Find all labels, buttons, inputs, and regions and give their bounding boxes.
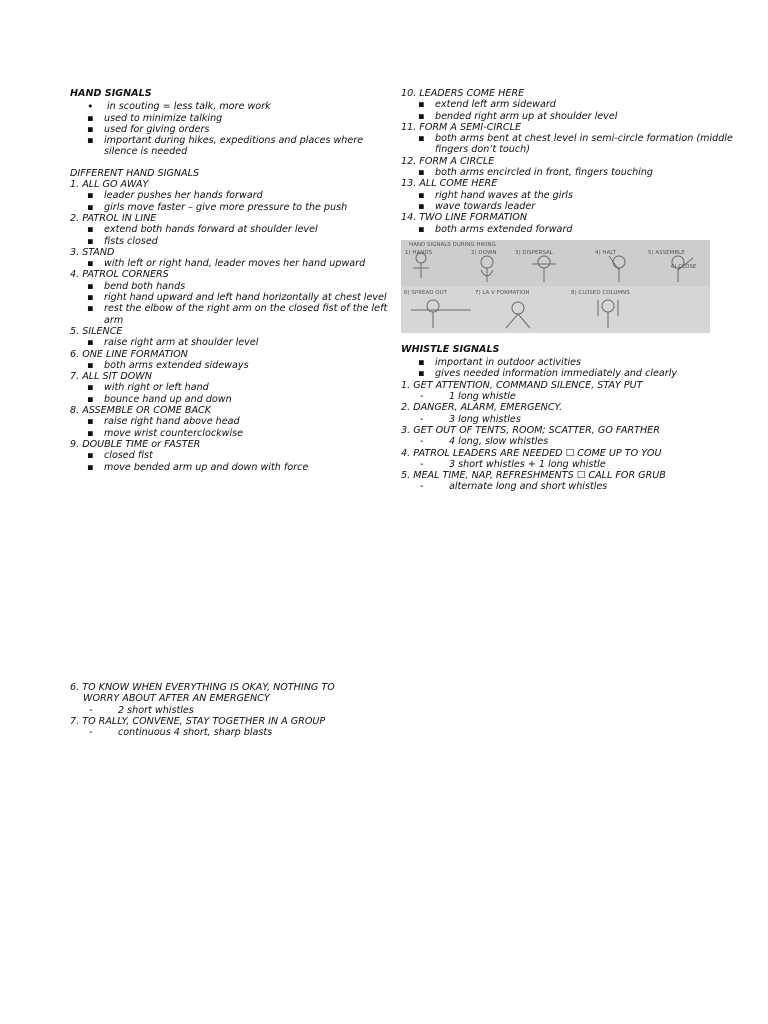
bullet-icon: ▪	[418, 200, 425, 212]
svg-text:6) SPREAD OUT: 6) SPREAD OUT	[404, 289, 447, 296]
bullet-icon: ▪	[418, 368, 425, 380]
signal-heading: 8. ASSEMBLE OR COME BACK	[70, 405, 212, 417]
list-item: ▪ move bended arm up and down with force	[87, 461, 309, 473]
bullet-icon: ▪	[418, 99, 425, 111]
svg-text:5) ASSEMBLE: 5) ASSEMBLE	[648, 249, 685, 256]
bullet-icon: ▪	[87, 112, 94, 124]
list-item: ▪ with left or right hand, leader moves her hand upward	[87, 258, 366, 270]
list-item: ▪ right hand upward and left hand horizontally at chest level	[87, 292, 387, 304]
whistle-signal-list-continued	[70, 682, 370, 738]
bullet-icon: ▪	[87, 337, 94, 349]
signal-heading: 9. DOUBLE TIME or FASTER	[70, 438, 201, 450]
list-item: ▪ both arms extended forward	[418, 223, 573, 235]
dash-icon: -	[420, 413, 424, 425]
bullet-icon: ▪	[418, 357, 425, 369]
bullet-icon: ▪	[87, 382, 94, 394]
bullet-icon: ▪	[418, 167, 425, 179]
dash-icon: -	[420, 458, 424, 470]
signal-heading: 13. ALL COME HERE	[401, 178, 498, 190]
signal-heading: 12. FORM A CIRCLE	[401, 155, 495, 167]
list-item: ▪ extend left arm sideward	[418, 99, 556, 111]
list-item: ▪ used for giving orders	[87, 123, 210, 135]
svg-text:3) DISPERSAL: 3) DISPERSAL	[515, 249, 553, 256]
bullet-icon: ▪	[418, 223, 425, 235]
svg-text:1) HANDS: 1) HANDS	[405, 249, 433, 256]
signal-heading: 7. TO RALLY, CONVENE, STAY TOGETHER IN A GROUP	[70, 715, 326, 727]
list-item: - alternate long and short whistles	[420, 481, 608, 493]
list-item: - 4 long, slow whistles	[420, 436, 549, 448]
svg-text:2) DOWN: 2) DOWN	[471, 249, 497, 256]
list-item: ▪ bounce hand up and down	[87, 393, 232, 405]
right-column	[401, 88, 733, 493]
signal-heading: 4. PATROL LEADERS ARE NEEDED ☐ COME UP TO YOU	[401, 447, 662, 459]
list-item: ▪ both arms extended sideways	[87, 359, 249, 371]
signal-heading: 3. STAND	[70, 246, 115, 258]
list-item: ▪ rest the elbow of the right arm on the closed fist of the left arm	[87, 303, 388, 326]
list-item: ▪ bended right arm up at shoulder level	[418, 110, 618, 122]
list-item: ▪ leader pushes her hands forward	[87, 190, 263, 202]
signal-heading: 4. PATROL CORNERS	[70, 269, 169, 281]
left-column	[70, 88, 388, 473]
list-item: ▪ wave towards leader	[418, 200, 536, 212]
list-item: ▪ important in outdoor activities	[418, 357, 582, 369]
hand-signal-list-left	[70, 179, 388, 473]
svg-text:6) CLOSE: 6) CLOSE	[671, 263, 697, 270]
dash-icon: -	[420, 391, 424, 403]
bullet-icon: ▪	[418, 110, 425, 122]
dash-icon: -	[420, 436, 424, 448]
list-item: • in scouting = less talk, more work	[87, 100, 271, 114]
bullet-icon: •	[87, 100, 94, 114]
signal-heading: 1. GET ATTENTION, COMMAND SILENCE, STAY PUT	[401, 379, 643, 391]
list-item: - 1 long whistle	[420, 391, 516, 403]
whistle-signals-title: WHISTLE SIGNALS	[401, 343, 500, 355]
list-item: ▪ raise right arm at shoulder level	[87, 337, 259, 349]
list-item: ▪ gives needed information immediately and clearly	[418, 368, 678, 380]
hand-signals-title: HAND SIGNALS	[70, 88, 152, 99]
signal-heading: 5. MEAL TIME, NAP, REFRESHMENTS ☐ CALL FOR GRUB	[401, 470, 666, 482]
bullet-icon: ▪	[87, 292, 94, 304]
svg-text:8) CLOSED COLUMNS: 8) CLOSED COLUMNS	[571, 289, 630, 296]
list-item: ▪ girls move faster – give more pressure to the push	[87, 201, 348, 213]
list-item: - 2 short whistles	[89, 704, 194, 716]
list-item: ▪ important during hikes, expeditions and places where silence is needed	[87, 135, 364, 158]
list-item: ▪ both arms encircled in front, fingers touching	[418, 167, 654, 179]
hand-signal-list-right	[401, 88, 733, 235]
signal-heading: 5. SILENCE	[70, 325, 123, 337]
bullet-icon: ▪	[418, 189, 425, 201]
list-item: ▪ extend both hands forward at shoulder level	[87, 224, 318, 236]
bullet-icon: ▪	[87, 135, 94, 147]
bullet-icon: ▪	[87, 258, 94, 270]
bullet-icon: ▪	[87, 393, 94, 405]
signal-heading: 10. LEADERS COME HERE	[401, 88, 525, 99]
signal-heading: 6. ONE LINE FORMATION	[70, 348, 188, 360]
bullet-icon: ▪	[87, 416, 94, 428]
dash-icon: -	[89, 727, 93, 739]
different-hand-signals-title: DIFFERENT HAND SIGNALS	[70, 167, 200, 179]
signal-heading: 6. TO KNOW WHEN EVERYTHING IS OKAY, NOTHING TO	[70, 682, 335, 693]
bullet-icon: ▪	[418, 133, 425, 145]
signal-heading-cont: WORRY ABOUT AFTER AN EMERGENCY	[83, 693, 270, 705]
signal-heading: 11. FORM A SEMI-CIRCLE	[401, 121, 522, 133]
signal-heading: 2. PATROL IN LINE	[70, 212, 157, 224]
list-item: ▪ bend both hands	[87, 280, 186, 292]
signal-heading: 14. TWO LINE FORMATION	[401, 212, 528, 224]
list-item: - 3 long whistles	[420, 413, 521, 425]
bottom-continuation	[70, 682, 370, 738]
bullet-icon: ▪	[87, 201, 94, 213]
bullet-icon: ▪	[87, 190, 94, 202]
bullet-icon: ▪	[87, 461, 94, 473]
bullet-icon: ▪	[87, 123, 94, 135]
bullet-icon: ▪	[87, 280, 94, 292]
bullet-icon: ▪	[87, 359, 94, 371]
bullet-icon: ▪	[87, 224, 94, 236]
list-item: ▪ raise right hand above head	[87, 416, 240, 428]
dash-icon: -	[420, 481, 424, 493]
list-item: - 3 short whistles + 1 long whistle	[420, 458, 606, 470]
list-item: ▪ with right or left hand	[87, 382, 209, 394]
whistle-signal-list	[401, 380, 721, 493]
list-item: ▪ used to minimize talking	[87, 112, 223, 124]
signal-heading: 3. GET OUT OF TENTS, ROOM; SCATTER, GO FARTHER	[401, 424, 660, 436]
dash-icon: -	[89, 704, 93, 716]
photo-caption: HAND SIGNALS DURING HIKING	[409, 241, 496, 248]
signal-heading: 7. ALL SIT DOWN	[70, 371, 152, 383]
list-item: ▪ both arms bent at chest level in semi-circle formation (middle fingers don’t touch)	[418, 133, 733, 156]
signal-heading: 1. ALL GO AWAY	[70, 179, 149, 191]
bullet-icon: ▪	[87, 235, 94, 247]
list-item: ▪ right hand waves at the girls	[418, 189, 573, 201]
svg-text:7) LA V FORMATION: 7) LA V FORMATION	[475, 289, 530, 296]
list-item: - continuous 4 short, sharp blasts	[89, 727, 273, 739]
bullet-icon: ▪	[87, 450, 94, 462]
hand-signals-photo	[401, 240, 710, 333]
svg-text:4) HALT: 4) HALT	[595, 249, 616, 256]
signal-heading: 2. DANGER, ALARM, EMERGENCY.	[401, 402, 563, 414]
list-item: ▪ closed fist	[87, 450, 153, 462]
bullet-icon: ▪	[87, 427, 94, 439]
bullet-icon: ▪	[87, 303, 94, 315]
list-item: ▪ fists closed	[87, 235, 158, 247]
list-item: ▪ move wrist counterclockwise	[87, 427, 244, 439]
